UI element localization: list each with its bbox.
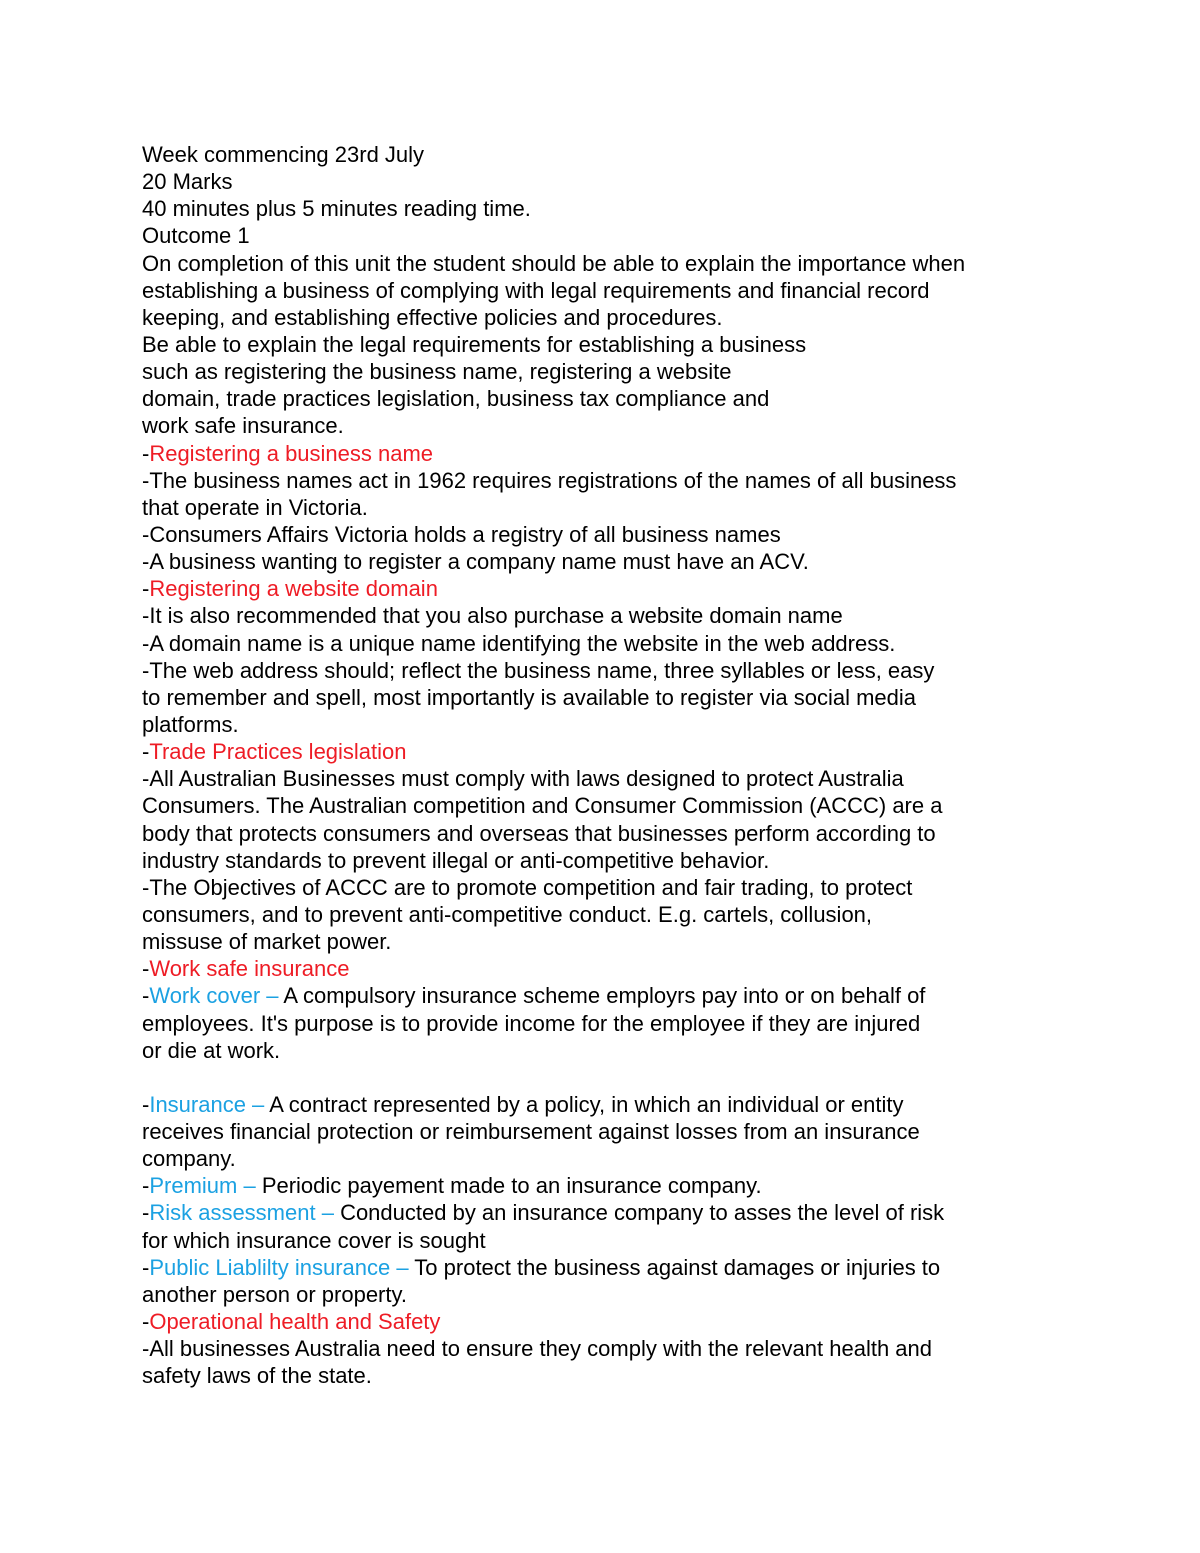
section-heading: Trade Practices legislation	[149, 739, 407, 765]
text-line	[142, 1118, 1142, 1145]
text-line	[142, 250, 1142, 277]
term-label: Risk assessment –	[149, 1200, 341, 1226]
document-page	[142, 141, 1142, 1389]
body-text: -The business names act in 1962 requires registrations of the names of all business	[142, 467, 957, 493]
body-text: -	[142, 739, 150, 765]
body-text: -	[142, 440, 150, 466]
text-line	[142, 168, 1142, 195]
text-line	[142, 657, 1142, 684]
text-line	[142, 358, 1142, 385]
body-text: -A business wanting to register a company name must have an ACV.	[142, 549, 809, 575]
body-text: On completion of this unit the student should be able to explain the importance when	[142, 250, 966, 276]
body-text: such as registering the business name, registering a website	[142, 359, 732, 385]
text-line	[142, 467, 1142, 494]
text-line	[142, 304, 1142, 331]
body-text: company.	[142, 1146, 236, 1172]
body-text: -	[142, 983, 150, 1009]
body-text: receives financial protection or reimbursement against losses from an insurance	[142, 1119, 920, 1145]
body-text: Conducted by an insurance company to asses the level of risk	[340, 1200, 945, 1226]
text-line	[142, 1199, 1142, 1226]
text-line	[142, 1091, 1142, 1118]
body-text: -	[142, 1254, 150, 1280]
text-line	[142, 602, 1142, 629]
body-text: -All Australian Businesses must comply with laws designed to protect Australia	[142, 766, 904, 792]
text-line	[142, 765, 1142, 792]
body-text: or die at work.	[142, 1037, 281, 1063]
text-line	[142, 928, 1142, 955]
body-text: -	[142, 956, 150, 982]
text-line	[142, 738, 1142, 765]
text-line	[142, 1227, 1142, 1254]
body-text: -Consumers Affairs Victoria holds a registry of all business names	[142, 521, 781, 547]
text-line	[142, 630, 1142, 657]
section-heading: Operational health and Safety	[149, 1309, 441, 1335]
body-text: platforms.	[142, 711, 239, 737]
section-heading: Work safe insurance	[149, 956, 350, 982]
body-text: work safe insurance.	[142, 413, 344, 439]
text-line	[142, 331, 1142, 358]
text-line	[142, 548, 1142, 575]
term-label: Work cover –	[149, 983, 284, 1009]
section-heading: Registering a business name	[149, 440, 434, 466]
text-line	[142, 1064, 1142, 1091]
body-text: -	[142, 1173, 150, 1199]
body-text: employees. It's purpose is to provide income for the employee if they are injured	[142, 1010, 921, 1036]
text-line	[142, 1335, 1142, 1362]
body-text: Week commencing 23rd July	[142, 142, 425, 167]
term-label: Insurance –	[149, 1091, 270, 1117]
body-text: that operate in Victoria.	[142, 494, 368, 520]
text-line	[142, 385, 1142, 412]
body-text: establishing a business of complying with legal requirements and financial record	[142, 277, 930, 303]
body-text: industry standards to prevent illegal or anti-competitive behavior.	[142, 847, 770, 873]
body-text: A contract represented by a policy, in which an individual or entity	[269, 1091, 904, 1117]
term-label: Public Liablilty insurance –	[149, 1254, 415, 1280]
text-line	[142, 412, 1142, 439]
text-line	[142, 792, 1142, 819]
body-text: -	[142, 576, 150, 602]
body-text: Outcome 1	[142, 223, 250, 249]
text-line	[142, 195, 1142, 222]
text-line	[142, 1172, 1142, 1199]
body-text: another person or property.	[142, 1281, 407, 1307]
body-text: A compulsory insurance scheme employrs pay into or on behalf of	[283, 983, 926, 1009]
body-text: body that protects consumers and overseas that businesses perform according to	[142, 820, 936, 846]
text-line	[142, 684, 1142, 711]
text-line	[142, 222, 1142, 249]
text-line	[142, 494, 1142, 521]
body-text: domain, trade practices legislation, business tax compliance and	[142, 386, 770, 412]
text-line	[142, 982, 1142, 1009]
body-text: -The web address should; reflect the business name, three syllables or less, easy	[142, 657, 935, 683]
body-text: missuse of market power.	[142, 929, 392, 955]
text-line	[142, 141, 1142, 168]
text-line	[142, 1281, 1142, 1308]
body-text: -A domain name is a unique name identifying the website in the web address.	[142, 630, 896, 656]
text-line	[142, 820, 1142, 847]
body-text: To protect the business against damages or injuries to	[414, 1254, 941, 1280]
body-text: keeping, and establishing effective policies and procedures.	[142, 304, 723, 330]
text-line	[142, 955, 1142, 982]
body-text: Consumers. The Australian competition and Consumer Commission (ACCC) are a	[142, 793, 943, 819]
term-label: Premium –	[149, 1173, 262, 1199]
text-line	[142, 1010, 1142, 1037]
body-text: 20 Marks	[142, 169, 233, 195]
body-text: 40 minutes plus 5 minutes reading time.	[142, 196, 531, 222]
text-line	[142, 521, 1142, 548]
text-line	[142, 711, 1142, 738]
text-line	[142, 1362, 1142, 1389]
body-text: consumers, and to prevent anti-competitive conduct. E.g. cartels, collusion,	[142, 901, 873, 927]
text-line	[142, 874, 1142, 901]
body-text: -All businesses Australia need to ensure they comply with the relevant health and	[142, 1336, 933, 1362]
text-line	[142, 1145, 1142, 1172]
text-line	[142, 440, 1142, 467]
body-text: Be able to explain the legal requirements for establishing a business	[142, 331, 807, 357]
body-text: -	[142, 1309, 150, 1335]
text-line	[142, 847, 1142, 874]
text-line	[142, 277, 1142, 304]
body-text: -The Objectives of ACCC are to promote competition and fair trading, to protect	[142, 874, 913, 900]
text-line	[142, 575, 1142, 602]
text-line	[142, 901, 1142, 928]
section-heading: Registering a website domain	[149, 576, 438, 602]
text-line	[142, 1308, 1142, 1335]
body-text: -It is also recommended that you also purchase a website domain name	[142, 603, 843, 629]
body-text: -	[142, 1091, 150, 1117]
body-text: Periodic payement made to an insurance company.	[261, 1173, 762, 1199]
text-line	[142, 1254, 1142, 1281]
body-text: to remember and spell, most importantly is available to register via social media	[142, 684, 916, 710]
body-text: safety laws of the state.	[142, 1363, 372, 1389]
body-text: -	[142, 1200, 150, 1226]
text-line	[142, 1037, 1142, 1064]
body-text: for which insurance cover is sought	[142, 1227, 486, 1253]
